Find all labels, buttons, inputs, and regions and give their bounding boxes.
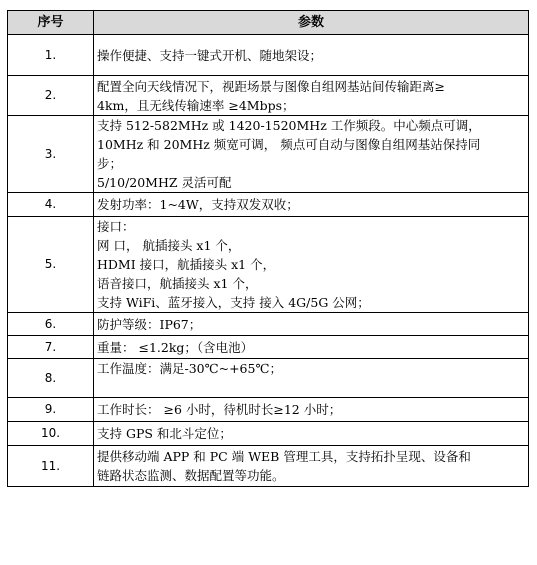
param-line: 支持 512-582MHz 或 1420-1520MHz 工作频段。中心频点可调， [97,118,481,133]
param-line: 10MHz 和 20MHz 频宽可调， 频点可自动与图像自组网基站保持同 [97,137,481,152]
row-index: 10. [8,422,94,446]
param-line: 配置全向天线情况下，视距场景与图像自组网基站间传输距离≥ [97,78,445,94]
row-index: 11. [8,446,94,487]
header-index: 序号 [8,11,94,35]
table-body [8,35,529,487]
row-params [94,35,529,76]
table-row [8,313,529,336]
table-header-row [8,11,529,35]
table-row [8,193,529,217]
param-line: 步； [97,156,123,171]
param-line: 发射功率：1~4W，支持双发双收； [97,197,299,212]
row-params [94,446,529,487]
row-index: 6. [8,313,94,336]
row-params [94,313,529,336]
param-line [97,378,525,397]
table-row [8,422,529,446]
table-row [8,76,529,116]
row-index: 1. [8,35,94,76]
param-line: 语音接口，航插接头 x1 个， [97,276,258,291]
row-index: 8. [8,359,94,398]
table-row [8,398,529,422]
param-line: 5/10/20MHZ 灵活可配 [97,175,232,190]
param-line: HDMI 接口，航插接头 x1 个， [97,257,276,272]
spec-table [7,10,529,487]
param-line: 操作便捷、支持一键式开机、随地架设； [97,47,323,63]
param-line: 支持 GPS 和北斗定位； [97,426,232,441]
row-params [94,193,529,217]
row-index: 7. [8,336,94,359]
table-row [8,35,529,76]
row-index: 3. [8,116,94,193]
header-params: 参数 [94,11,529,35]
row-index: 5. [8,217,94,313]
table-row [8,446,529,487]
row-params [94,76,529,116]
param-line: 重量： ≤1.2kg；（含电池） [97,339,254,355]
row-index: 9. [8,398,94,422]
param-line: 链路状态监测、数据配置等功能。 [97,468,285,483]
row-params [94,336,529,359]
param-line: 工作温度：满足-30℃~+65℃； [97,361,282,376]
row-params [94,116,529,193]
row-index: 2. [8,76,94,116]
row-params [94,422,529,446]
row-params [94,217,529,313]
param-line: 网 口， 航插接头 x1 个， [97,238,241,253]
table-row [8,336,529,359]
param-line: 接口： [97,219,135,234]
param-line: 4km，且无线传输速率 ≥4Mbps； [97,97,295,113]
param-line: 防护等级：IP67； [97,316,202,332]
param-line: 工作时长： ≥6 小时，待机时长≥12 小时； [97,402,342,417]
table-row [8,217,529,313]
param-line: 提供移动端 APP 和 PC 端 WEB 管理工具，支持拓扑呈现、设备和 [97,449,471,464]
row-params [94,398,529,422]
row-index: 4. [8,193,94,217]
row-params [94,359,529,398]
table-row [8,116,529,193]
param-line: 支持 WiFi、蓝牙接入，支持 接入 4G/5G 公网； [97,295,370,310]
table-row [8,359,529,398]
